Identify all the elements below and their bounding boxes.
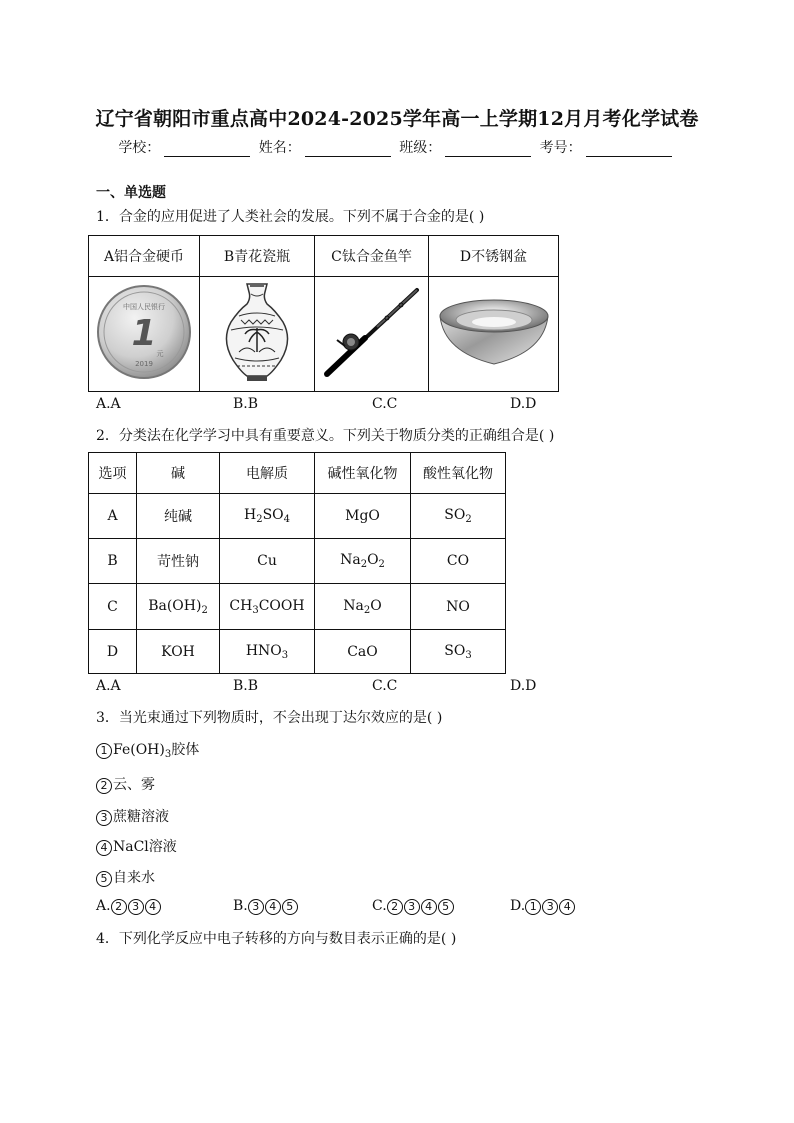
q3-item-2 (96, 774, 155, 794)
formula-subscript: 2 (256, 514, 263, 525)
formula-part: Ba(OH) (148, 597, 202, 614)
q2-header-electrolyte: 电解质 (220, 453, 315, 494)
number-label: 考号： (539, 140, 582, 156)
formula-part: HNO (245, 642, 282, 659)
q2-row-c-acidic-oxide: NO (411, 584, 506, 630)
circled-number: 2 (96, 778, 112, 794)
class-field[interactable] (445, 142, 531, 157)
item-text: 云、雾 (113, 777, 155, 793)
formula-part: Na (343, 597, 364, 614)
q2-row-c-electrolyte (220, 584, 315, 630)
steel-basin-image (436, 292, 552, 372)
q3-option-c[interactable] (372, 898, 455, 915)
circled-number: 3 (404, 899, 420, 915)
vase-image (217, 280, 297, 384)
formula-subscript: 2 (378, 559, 385, 570)
fishing-rod-image (317, 282, 427, 382)
formula-part: Na (340, 552, 361, 568)
formula-subscript: 3 (252, 604, 259, 616)
formula-part: SO (444, 507, 466, 523)
page-title: 辽宁省朝阳市重点高中2024-2025学年高一上学期12月月考化学试卷 (95, 108, 699, 130)
q2-row-c-option: C (89, 584, 137, 630)
circled-number: 3 (128, 899, 144, 915)
formula-part: SO (444, 642, 466, 659)
formula-part: O (367, 552, 379, 568)
coin-bank-text: 中国人民银行 (123, 303, 165, 311)
number-field[interactable] (586, 142, 672, 157)
circled-number: 2 (111, 899, 127, 915)
q2-option-c[interactable]: C.C (372, 678, 398, 694)
q2-row-d-option: D (89, 630, 137, 674)
school-label: 学校： (118, 140, 161, 156)
item-text: 自来水 (113, 870, 155, 886)
coin-year: 2019 (135, 360, 153, 368)
formula-part: O (370, 597, 382, 614)
circled-number: 4 (559, 899, 575, 915)
circled-number: 1 (96, 743, 112, 759)
question-3-stem: 3．当光束通过下列物质时，不会出现丁达尔效应的是( ) (96, 710, 443, 726)
q2-header-base: 碱 (137, 453, 220, 494)
q2-row-b-basic-oxide (315, 539, 411, 584)
circled-number: 5 (96, 871, 112, 887)
table-row (89, 539, 506, 584)
circled-number: 1 (525, 899, 541, 915)
q2-row-d-basic-oxide: CaO (315, 630, 411, 674)
q2-row-a-acidic-oxide (411, 494, 506, 539)
circled-number: 3 (248, 899, 264, 915)
formula-subscript: 3 (164, 749, 172, 760)
q2-row-a-basic-oxide: MgO (315, 494, 411, 539)
formula-subscript: 3 (281, 649, 289, 661)
coin-denomination: 1 (131, 313, 157, 354)
item-text: 胶体 (171, 742, 200, 758)
school-field[interactable] (164, 142, 250, 157)
q1-option-a[interactable]: A.A (96, 396, 121, 412)
q1-header-b: B青花瓷瓶 (200, 236, 315, 277)
circled-number: 4 (265, 899, 281, 915)
item-text: 蔗糖溶液 (113, 809, 169, 825)
q1-image-basin-cell (429, 277, 559, 392)
q2-row-b-electrolyte: Cu (220, 539, 315, 584)
q3-item-3 (96, 806, 169, 826)
q2-row-c-base (137, 584, 220, 630)
item-text: Fe(OH) (113, 742, 165, 758)
formula-subscript: 3 (465, 649, 472, 661)
coin-image (94, 282, 194, 382)
q1-header-d: D不锈钢盆 (429, 236, 559, 277)
formula-subscript: 2 (201, 604, 208, 616)
q2-row-a-option: A (89, 494, 137, 539)
q2-row-a-base: 纯碱 (137, 494, 220, 539)
section-heading: 一、单选题 (96, 185, 166, 201)
q2-header-basic-oxide: 碱性氧化物 (315, 453, 411, 494)
option-label: B. (233, 898, 248, 914)
q2-row-b-option: B (89, 539, 137, 584)
table-row (89, 630, 506, 674)
circled-number: 3 (542, 899, 558, 915)
class-label: 班级： (399, 140, 442, 156)
circled-number: 5 (282, 899, 298, 915)
option-label: A. (96, 898, 111, 914)
q2-header-option: 选项 (89, 453, 137, 494)
q2-option-b[interactable]: B.B (233, 678, 259, 694)
q3-option-a[interactable] (96, 898, 162, 915)
formula-subscript: 2 (360, 559, 368, 570)
name-field[interactable] (305, 142, 391, 157)
q2-header-acidic-oxide: 酸性氧化物 (411, 453, 506, 494)
student-info-row (0, 137, 794, 157)
circled-number: 4 (145, 899, 161, 915)
formula-subscript: 2 (465, 514, 472, 525)
option-label: C. (372, 898, 387, 914)
q2-row-c-basic-oxide (315, 584, 411, 630)
circled-number: 4 (421, 899, 437, 915)
name-label: 姓名： (258, 140, 301, 156)
formula-part: CH (229, 597, 253, 614)
q2-row-a-electrolyte (220, 494, 315, 539)
table-row (89, 584, 506, 630)
q2-row-d-acidic-oxide (411, 630, 506, 674)
table-row (89, 494, 506, 539)
item-text: NaCl溶液 (113, 839, 177, 855)
q2-option-d[interactable]: D.D (510, 678, 537, 694)
question-2-table (88, 452, 506, 674)
q1-header-c: C钛合金鱼竿 (315, 236, 429, 277)
option-label: D. (510, 898, 526, 914)
formula-subscript: 2 (363, 604, 371, 616)
circled-number: 3 (96, 810, 112, 826)
q3-option-b[interactable] (233, 898, 299, 915)
q3-item-4 (96, 836, 177, 856)
q1-option-b[interactable]: B.B (233, 396, 259, 412)
q2-row-b-acidic-oxide: CO (411, 539, 506, 584)
question-2-stem: 2．分类法在化学学习中具有重要意义。下列关于物质分类的正确组合是( ) (96, 428, 555, 444)
q1-option-c[interactable]: C.C (372, 396, 398, 412)
formula-part: H (243, 507, 257, 523)
q3-item-5 (96, 867, 155, 887)
formula-subscript: 4 (283, 514, 291, 525)
coin-unit: 元 (156, 350, 164, 358)
question-1-table (88, 235, 559, 392)
question-4-stem: 4．下列化学反应中电子转移的方向与数目表示正确的是( ) (96, 931, 457, 947)
q1-header-a: A铝合金硬币 (89, 236, 200, 277)
q1-option-d[interactable]: D.D (510, 396, 537, 412)
q1-image-coin-cell (89, 277, 200, 392)
formula-part: SO (262, 507, 284, 523)
question-1-stem: 1．合金的应用促进了人类社会的发展。下列不属于合金的是( ) (96, 209, 485, 225)
q2-row-d-electrolyte (220, 630, 315, 674)
q2-row-b-base: 苛性钠 (137, 539, 220, 584)
q3-option-d[interactable] (510, 898, 576, 915)
circled-number: 2 (387, 899, 403, 915)
q2-option-a[interactable]: A.A (96, 678, 121, 694)
formula-part: COOH (258, 597, 305, 614)
circled-number: 4 (96, 840, 112, 856)
q2-row-d-base: KOH (137, 630, 220, 674)
q3-item-1 (96, 739, 199, 760)
circled-number: 5 (438, 899, 454, 915)
q1-image-vase-cell (200, 277, 315, 392)
q1-image-rod-cell (315, 277, 429, 392)
